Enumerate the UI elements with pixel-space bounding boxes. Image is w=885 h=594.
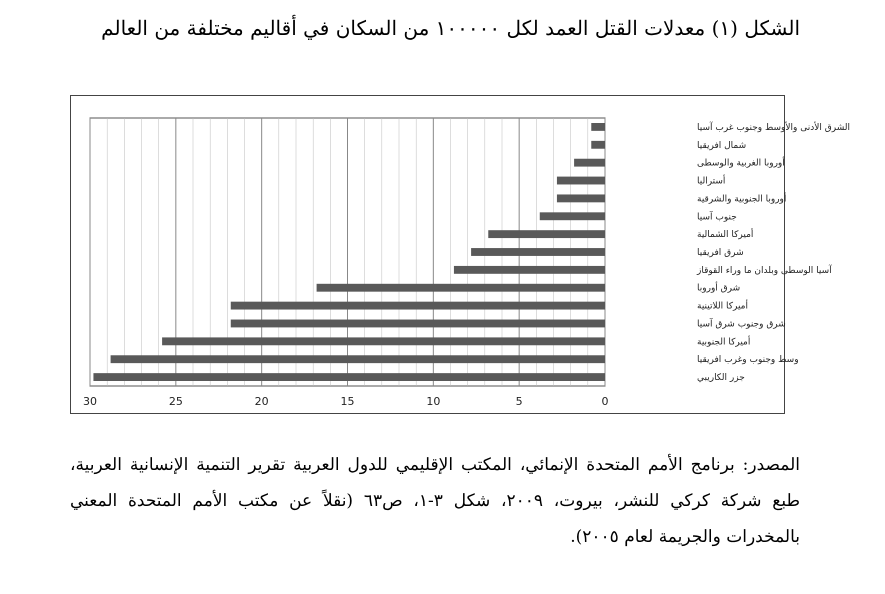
source-citation: المصدر: برنامج الأمم المتحدة الإنمائي، المكتب الإقليمي للدول العربية تقرير التنمية الإنسانية العربية، طبع شركة كركي للنشر، بيروت، ٢٠٠٩، شكل ٣-١، ص٦٣ (نقلاً عن مكتب الأمم المتحدة المعني بالمخدرات والجريمة لعام ٢٠٠٥).: [70, 455, 800, 547]
x-tick-label: 5: [515, 395, 523, 408]
category-label: أميركا اللاتينية: [697, 301, 748, 312]
bar: [93, 373, 605, 381]
category-label: جزر الكاريبي: [697, 373, 745, 384]
category-label: شرق وجنوب شرق آسيا: [697, 319, 786, 330]
category-label: شمال افريقيا: [697, 140, 747, 151]
x-tick-label: 20: [254, 395, 269, 408]
category-label: أميركا الشمالية: [697, 230, 754, 241]
bar: [557, 194, 605, 202]
category-label: أوروبا الغربية والوسطى: [697, 158, 785, 169]
x-tick-label: 0: [601, 395, 609, 408]
bar: [591, 141, 605, 149]
bar: [111, 355, 605, 363]
bar: [162, 337, 605, 345]
category-label: أميركا الجنوبية: [697, 337, 751, 348]
category-label: الشرق الأدنى والأوسط وجنوب غرب آسيا: [697, 122, 850, 133]
x-tick-label: 10: [426, 395, 441, 408]
figure-title: الشكل (١) معدلات القتل العمد لكل ١٠٠٠٠٠ من السكان في أقاليم مختلفة من العالم: [101, 16, 800, 40]
category-label: جنوب آسيا: [697, 212, 737, 223]
category-label: شرق أوروبا: [697, 283, 741, 294]
x-tick-label: 15: [340, 395, 355, 408]
category-label: أستراليا: [697, 176, 726, 187]
x-tick-label: 25: [168, 395, 183, 408]
x-tick-label: 30: [83, 395, 97, 408]
bar: [471, 248, 605, 256]
chart-frame: [70, 95, 850, 414]
bar-chart: [71, 96, 850, 413]
category-label: شرق افريقيا: [697, 248, 744, 258]
bar: [454, 266, 605, 274]
category-label: وسط وجنوب وغرب افريقيا: [697, 355, 799, 366]
bar: [574, 159, 605, 167]
bar: [488, 230, 605, 238]
bar: [231, 302, 605, 310]
bar: [317, 284, 605, 292]
category-label: آسيا الوسطى وبلدان ما وراء القوقاز: [697, 265, 832, 276]
bar: [540, 212, 605, 220]
bar: [231, 320, 605, 328]
category-label: أوروبا الجنوبية والشرقية: [697, 194, 787, 205]
bar: [591, 123, 605, 131]
bar: [557, 177, 605, 185]
